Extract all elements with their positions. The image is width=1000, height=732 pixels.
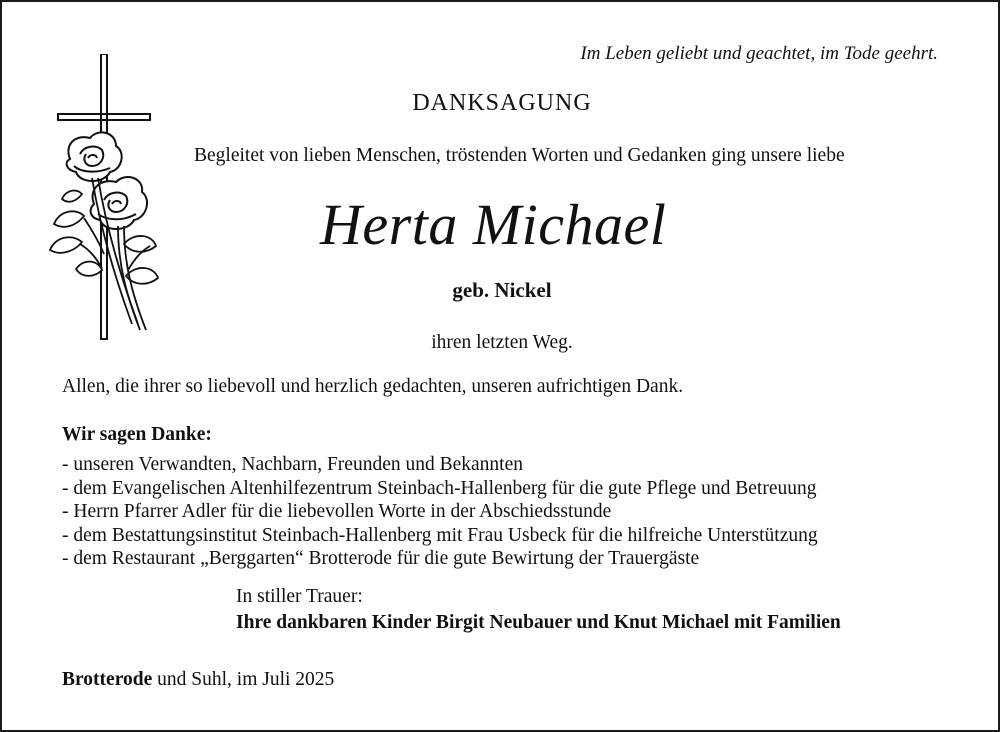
deceased-name: Herta Michael (320, 192, 667, 257)
last-way-text: ihren letzten Weg. (431, 332, 573, 353)
thanks-list (62, 453, 818, 571)
birth-name: geb. Nickel (452, 278, 552, 302)
place-name: Brotterode (62, 669, 153, 690)
page-title: DANKSAGUNG (412, 90, 592, 116)
intro-text: Begleitet von lieben Menschen, tröstenden Worten und Gedanken ging unsere liebe (194, 145, 845, 166)
signature-intro: In stiller Trauer: (236, 586, 363, 607)
list-item: - dem Restaurant „Berggarten“ Brotterode für die gute Bewirtung der Trauergäste (62, 548, 700, 569)
list-item: - dem Bestattungsinstitut Steinbach-Hallenberg mit Frau Usbeck für die hilfreiche Unterstützung (62, 524, 818, 546)
list-item: - unseren Verwandten, Nachbarn, Freunden und Bekannten (62, 454, 523, 475)
thanks-list-heading: Wir sagen Danke: (62, 424, 212, 445)
place-date (62, 669, 334, 691)
thanks-statement: Allen, die ihrer so liebevoll und herzlich gedachten, unseren aufrichtigen Dank. (62, 376, 684, 397)
motto: Im Leben geliebt und geachtet, im Tode geehrt. (580, 43, 938, 64)
signature-names: Ihre dankbaren Kinder Birgit Neubauer und Knut Michael mit Familien (236, 612, 841, 633)
list-item: - dem Evangelischen Altenhilfezentrum Steinbach-Hallenberg für die gute Pflege und Betreuung (62, 477, 817, 499)
list-item: - Herrn Pfarrer Adler für die liebevollen Worte in der Abschiedsstunde (62, 501, 612, 522)
place-date-rest: und Suhl, im Juli 2025 (152, 669, 335, 690)
